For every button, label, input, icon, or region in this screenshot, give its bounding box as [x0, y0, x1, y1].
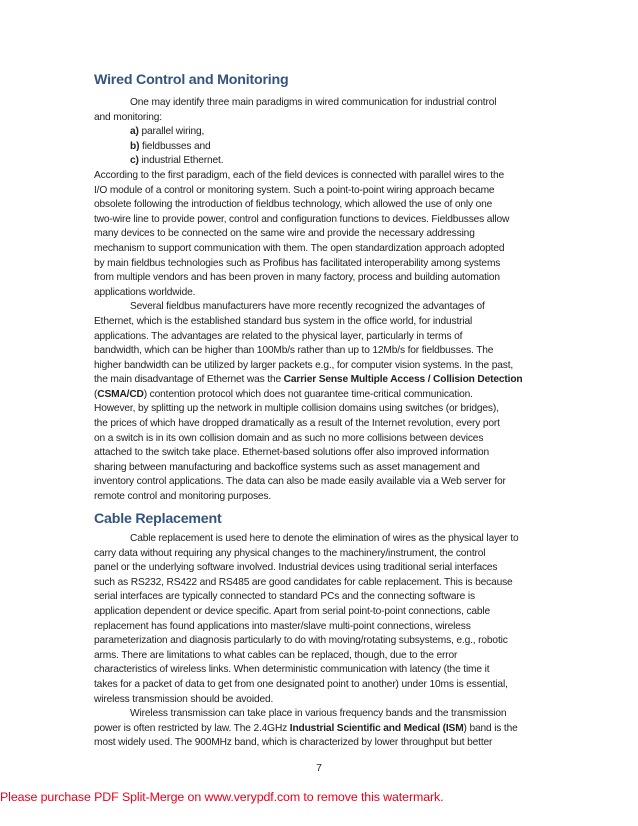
- text-run: power is often restricted by law. The 2.4GHz: [94, 722, 290, 734]
- text-run: ) contention protocol which does not guarantee time-critical communication.: [143, 388, 473, 400]
- text-line: However, by splitting up the network in multiple collision domains using switches (or bridges),: [94, 403, 499, 415]
- text-line: inventory control applications. The data can also be made easily available via a Web server for: [94, 476, 506, 488]
- text-line: applications. The advantages are related to the physical layer, particularly in terms of: [94, 330, 463, 342]
- section-heading-cable-replacement: Cable Replacement: [94, 511, 222, 527]
- list-marker: a): [130, 126, 139, 138]
- list-item: [94, 154, 546, 169]
- text-line: from multiple vendors and has been proven in many factory, process and building automation: [94, 272, 500, 284]
- text-line: applications worldwide.: [94, 286, 196, 298]
- list-item-text: parallel wiring,: [138, 126, 205, 138]
- text-line: carry data without requiring any physical changes to the machinery/instrument, the control: [94, 547, 486, 559]
- text-line: the prices of which have dropped dramatically as a result of the Internet revolution, every port: [94, 418, 500, 430]
- text-line: takes for a packet of data to get from one designated point to another) under 10ms is essential,: [94, 678, 508, 690]
- text-run: the main disadvantage of Ethernet was the: [94, 374, 284, 386]
- text-line: many devices to be connected on the same wire and provide the necessary addressing: [94, 228, 475, 240]
- text-line: bandwidth, which can be higher than 100Mb/s rather than up to 12Mb/s for fieldbusses. The: [94, 345, 494, 357]
- text-line: two-wire line to provide power, control and configuration functions to devices. Fieldbusses allow: [94, 213, 510, 225]
- text-line: I/O module of a control or monitoring system. Such a point-to-point wiring approach became: [94, 184, 495, 196]
- text-line: Wireless transmission can take place in various frequency bands and the transmission: [130, 708, 507, 720]
- text-line: mechanism to support communication with them. The open standardization approach adopted: [94, 242, 505, 254]
- text-line: parameterization and diagnosis particularly to do with moving/rotating subsystems, e.g., robotic: [94, 635, 508, 647]
- text-line: characteristics of wireless links. When deterministic communication with latency (the time it: [94, 664, 490, 676]
- text-line: Several fieldbus manufacturers have more recently recognized the advantages of: [130, 301, 485, 313]
- text-line: higher bandwidth can be utilized by larger packets e.g., for computer vision systems. In the past,: [94, 359, 514, 371]
- text-line: replacement has found applications into master/slave multi-point connections, wireless: [94, 620, 471, 632]
- text-line: wireless transmission should be avoided.: [94, 693, 274, 705]
- list-item: [94, 140, 546, 155]
- text-line: [94, 373, 546, 388]
- text-line: Cable replacement is used here to denote the elimination of wires as the physical layer to: [130, 533, 519, 544]
- text-line: [94, 722, 546, 737]
- text-line: most widely used. The 900MHz band, which is characterized by lower throughput but better: [94, 737, 493, 749]
- text-line: One may identify three main paradigms in wired communication for industrial control: [130, 97, 497, 108]
- term-ism-band: Industrial Scientific and Medical (ISM: [289, 722, 464, 734]
- text-line: attached to the switch take place. Ethernet-based solutions offer also improved information: [94, 447, 490, 459]
- text-run: (: [94, 388, 98, 400]
- text-run: ) band is the: [463, 722, 518, 734]
- text-line: and monitoring:: [94, 111, 162, 123]
- list-marker: c): [130, 155, 139, 167]
- text-line: [94, 388, 546, 403]
- section-heading-wired-control: Wired Control and Monitoring: [94, 72, 289, 88]
- text-line: Ethernet, which is the established standard bus system in the office world, for industrial: [94, 315, 473, 327]
- term-csma-cd-full: Carrier Sense Multiple Access / Collision Detection: [283, 374, 523, 386]
- list-item-text: fieldbusses and: [139, 140, 211, 152]
- list-item: [94, 125, 546, 140]
- page-number: 7: [316, 762, 322, 774]
- text-line: panel or the underlying software involved. Industrial devices using traditional serial interfaces: [94, 562, 498, 574]
- section-body-wired-control: [94, 96, 546, 505]
- text-line: by main fieldbus technologies such as Profibus has facilitated interoperability among systems: [94, 257, 501, 269]
- text-line: remote control and monitoring purposes.: [94, 491, 272, 503]
- text-line: such as RS232, RS422 and RS485 are good candidates for cable replacement. This is because: [94, 576, 513, 588]
- text-line: application dependent or device specific. Apart from serial point-to-point connections, cable: [94, 605, 491, 617]
- list-marker: b): [130, 140, 140, 152]
- text-line: According to the first paradigm, each of the field devices is connected with parallel wires to the: [94, 169, 505, 181]
- text-line: serial interfaces are typically connected to standard PCs and the connecting software is: [94, 591, 475, 603]
- text-line: obsolete following the introduction of fieldbus technology, which allowed the use of only one: [94, 199, 493, 211]
- section-body-cable-replacement: [94, 532, 546, 751]
- text-line: sharing between manufacturing and backoffice systems such as asset management and: [94, 461, 480, 473]
- text-line: on a switch is in its own collision domain and as such no more collisions between devices: [94, 432, 484, 444]
- term-csma-cd: CSMA/CD: [97, 388, 144, 400]
- watermark-text: Please purchase PDF Split-Merge on www.verypdf.com to remove this watermark.: [0, 790, 444, 804]
- text-line: arms. There are limitations to what cables can be replaced, though, due to the error: [94, 649, 458, 661]
- list-item-text: industrial Ethernet.: [138, 155, 224, 167]
